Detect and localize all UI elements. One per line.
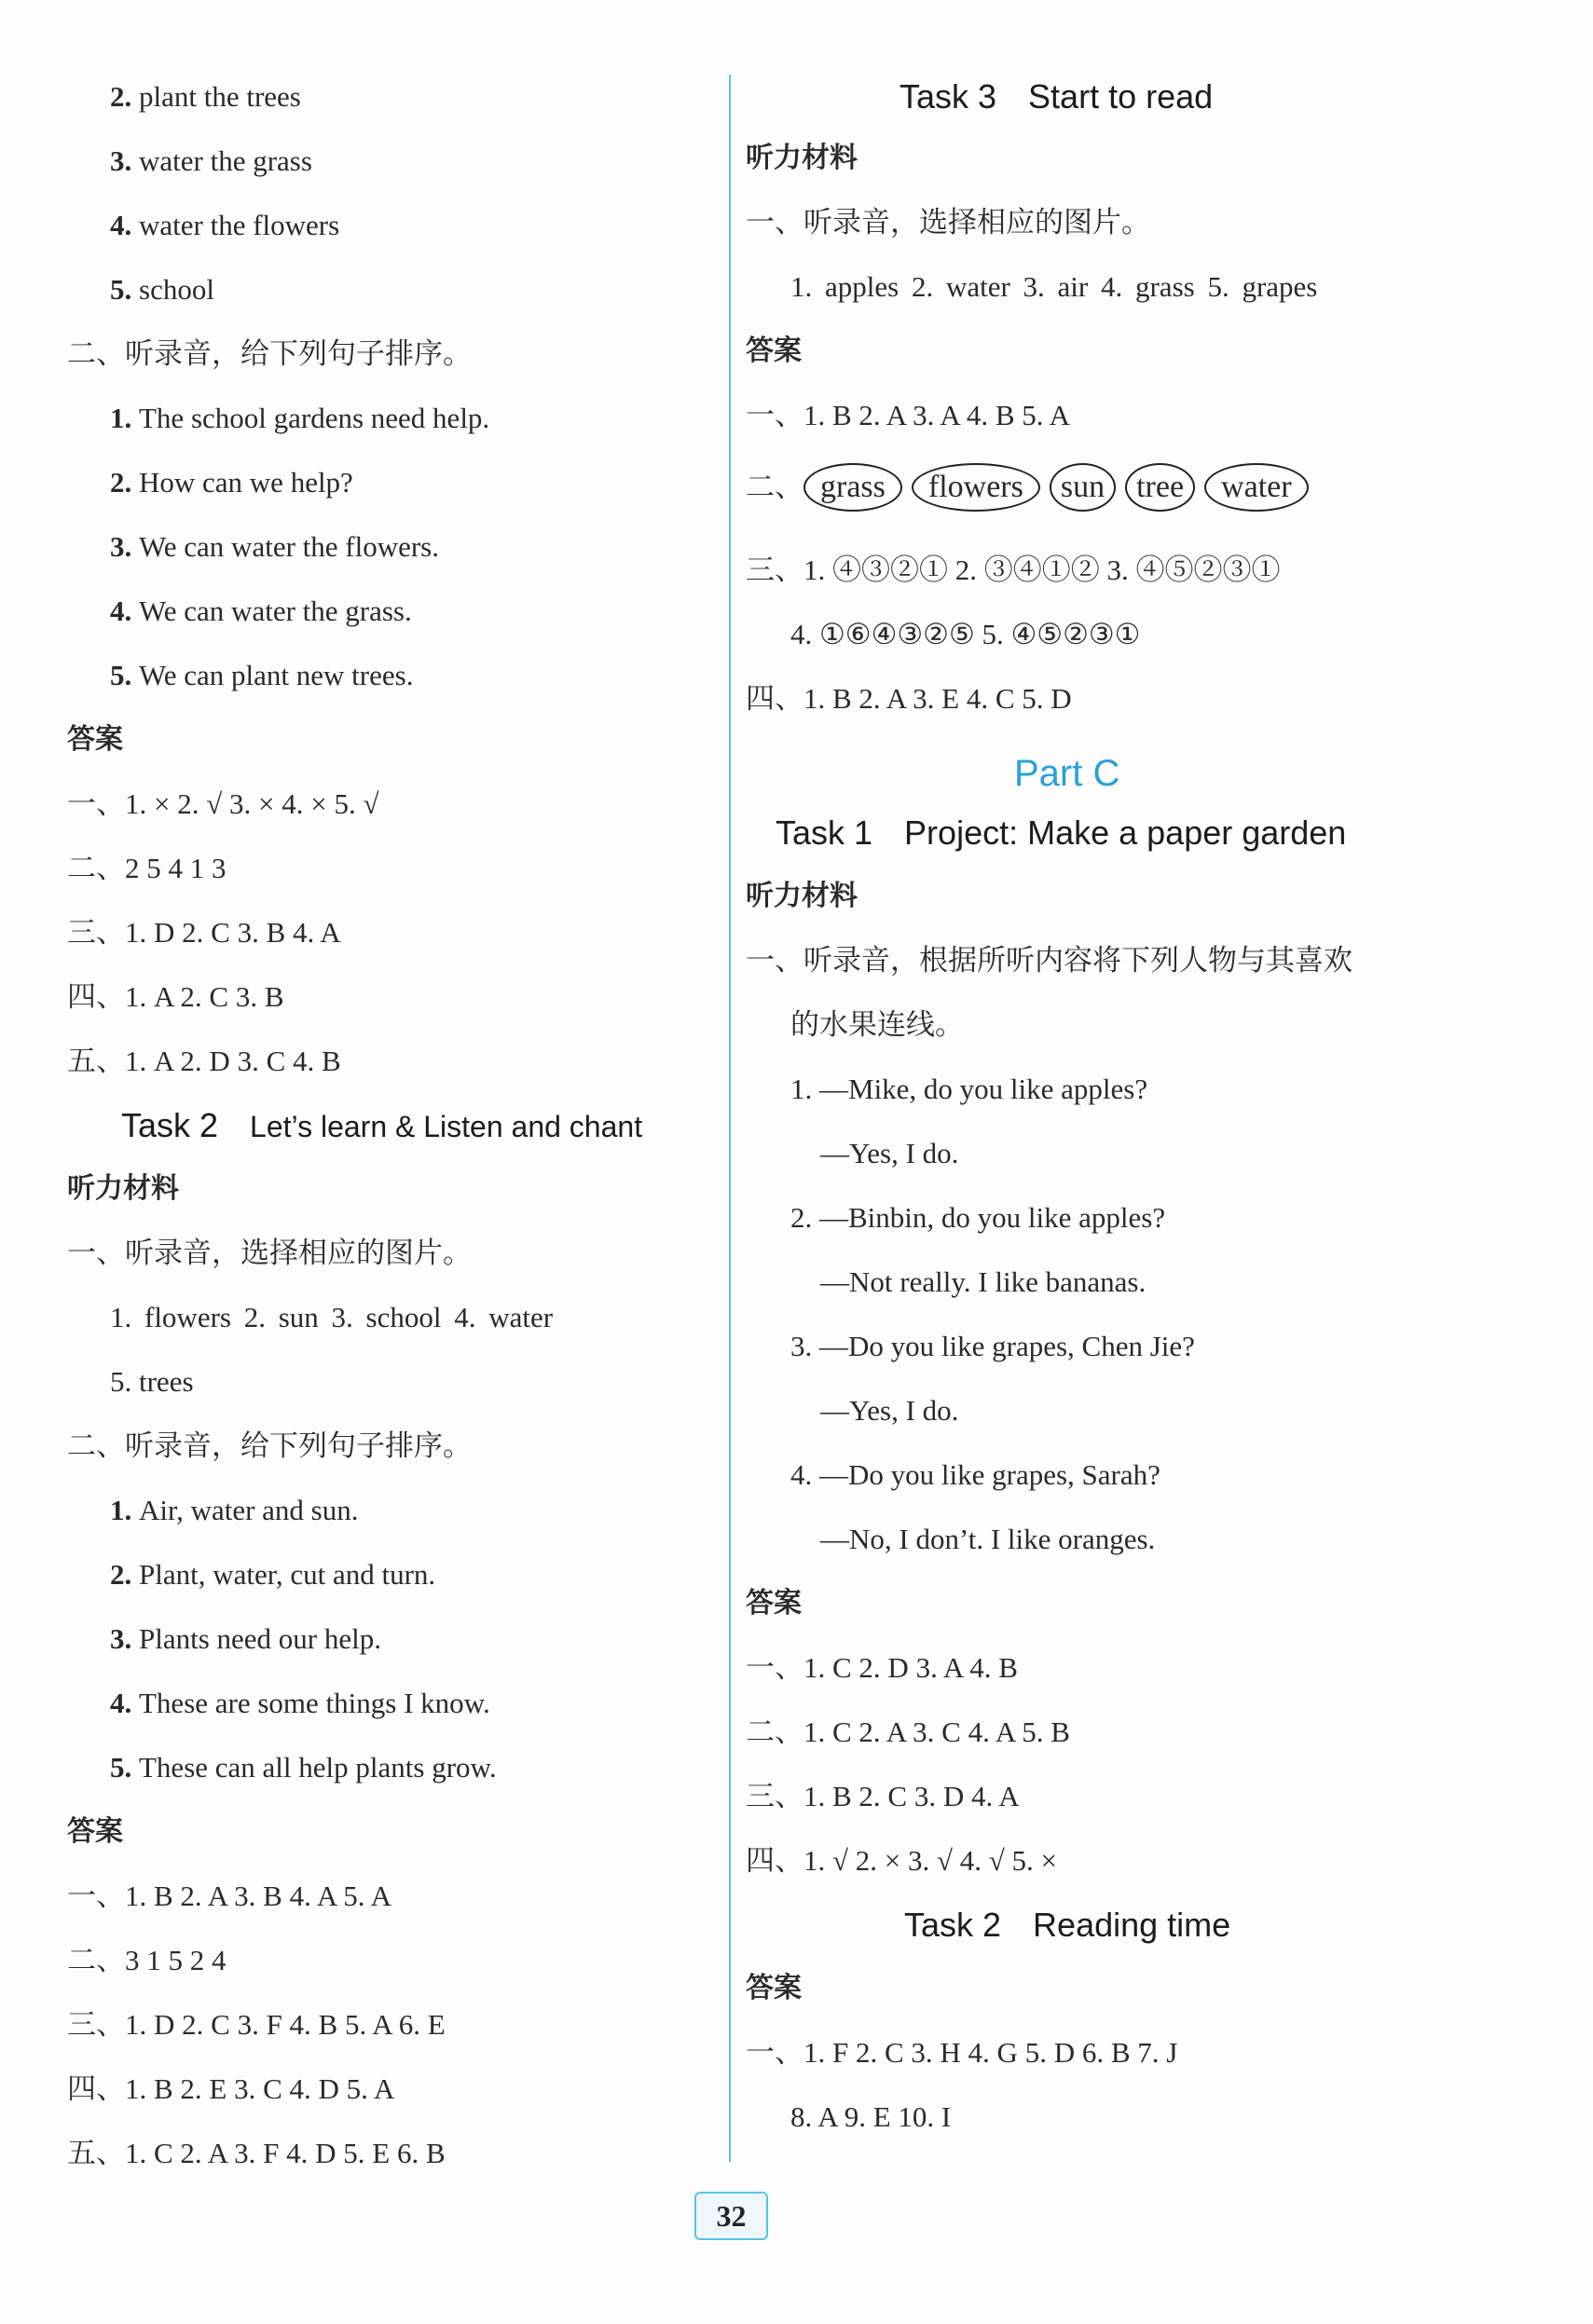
sentence-4: 4. We can water the grass. [110, 595, 412, 627]
part-c-task-2-title [904, 1905, 1230, 1946]
task-3-title [899, 76, 1213, 117]
part-c-answer-line: 三、1. B 2. C 3. D 4. A [746, 1780, 1020, 1812]
sentence-3: 3. We can water the flowers. [110, 530, 439, 563]
task2-sentence-4: 4. These are some things I know. [110, 1687, 490, 1719]
task3-answer-line-2 [746, 462, 1318, 513]
dialog-line: 2. —Binbin, do you like apples? [790, 1201, 1166, 1234]
task2-answer-label: 答案 [67, 1815, 123, 1848]
dialog-line: 1. —Mike, do you like apples? [790, 1073, 1148, 1105]
answer-line: 三、1. D 2. C 3. B 4. A [67, 916, 341, 949]
item-number: 2. [110, 80, 139, 113]
part-c-task-2-number: Task 2 [904, 1906, 1002, 1944]
task2-answer-line: 四、1. B 2. E 3. C 4. D 5. A [67, 2072, 395, 2105]
oval-word-flowers: flowers [912, 463, 1040, 512]
task2-sentence-1: 1. Air, water and sun. [110, 1494, 359, 1526]
dialog-line: —No, I don’t. I like oranges. [820, 1523, 1156, 1555]
part-c-task-2-answer-line-1: 一、1. F 2. C 3. H 4. G 5. D 6. B 7. J [746, 2036, 1178, 2069]
part-c-answer-line: 一、1. C 2. D 3. A 4. B [746, 1651, 1018, 1684]
item-number: 1. [110, 1494, 139, 1526]
section-2-heading: 二、听录音，给下列句子排序。 [67, 337, 472, 370]
sentence-2: 2. How can we help? [110, 466, 353, 499]
listen-item-3: 3. water the grass [110, 144, 312, 177]
part-c-title: Part C [1014, 753, 1120, 794]
oval-word-grass: grass [803, 463, 902, 512]
task3-answer-label: 答案 [746, 335, 802, 367]
part-c-task-2-answer-label: 答案 [746, 1972, 802, 2004]
part-c-listen-label: 听力材料 [746, 880, 858, 912]
item-number: 5. [110, 1751, 139, 1784]
listen-item-2: 2. plant the trees [110, 80, 301, 113]
item-number: 5. [110, 659, 139, 691]
task2-answer-line: 二、3 1 5 2 4 [67, 1944, 227, 1976]
oval-word-tree: tree [1125, 463, 1195, 512]
part-c-answer-line: 四、1. √ 2. × 3. √ 4. √ 5. × [746, 1844, 1058, 1877]
item-number: 2. [110, 466, 139, 499]
oval-word-water: water [1204, 463, 1309, 512]
dialog-line: —Yes, I do. [820, 1394, 959, 1427]
sentence-5: 5. We can plant new trees. [110, 659, 414, 691]
item-number: 2. [110, 1558, 139, 1591]
answer-line: 一、1. × 2. √ 3. × 4. × 5. √ [67, 787, 379, 820]
part-c-task-2-answer-line-2: 8. A 9. E 10. I [790, 2100, 952, 2133]
task-3-number: Task 3 [899, 77, 997, 116]
item-number: 3. [110, 530, 139, 563]
part-c-task-1-title [776, 813, 1346, 854]
dialog-line: —Not really. I like bananas. [820, 1265, 1147, 1298]
item-number: 4. [110, 209, 139, 241]
part-c-section-1-heading-cont: 的水果连线。 [790, 1008, 964, 1041]
task2-answer-line: 一、1. B 2. A 3. B 4. A 5. A [67, 1880, 391, 1912]
item-number: 4. [110, 1687, 139, 1719]
answer-line: 二、2 5 4 1 3 [67, 852, 227, 884]
listen-item-4: 4. water the flowers [110, 209, 340, 241]
listen-label: 听力材料 [67, 1172, 179, 1205]
task-3-name: Start to read [1028, 77, 1214, 116]
part-c-task-1-number: Task 1 [776, 813, 873, 852]
item-number: 3. [110, 144, 139, 177]
part-c-task-2-name: Reading time [1033, 1906, 1231, 1944]
item-number: 4. [110, 595, 139, 627]
task3-words: 1. apples 2. water 3. air 4. grass 5. grapes [790, 270, 1318, 303]
item-number: 1. [110, 402, 139, 434]
oval-word-sun: sun [1050, 463, 1116, 512]
listen-item-5: 5. school [110, 273, 214, 306]
item-number: 3. [110, 1622, 139, 1655]
dialog-line: 4. —Do you like grapes, Sarah? [790, 1458, 1160, 1491]
listen-label: 听力材料 [746, 142, 858, 174]
task3-answer-line-3b: 4. ①⑥④③②⑤ 5. ④⑤②③① [790, 618, 1141, 650]
answer-line: 五、1. A 2. D 3. C 4. B [67, 1045, 341, 1077]
task3-answer-line-3a: 三、1. ④③②① 2. ③④①② 3. ④⑤②③① [746, 554, 1281, 586]
task2-sentence-5: 5. These can all help plants grow. [110, 1751, 497, 1784]
task2-words-row-1: 1. flowers 2. sun 3. school 4. water [110, 1301, 554, 1333]
part-c-answer-line: 二、1. C 2. A 3. C 4. A 5. B [746, 1716, 1070, 1748]
task2-answer-line: 三、1. D 2. C 3. F 4. B 5. A 6. E [67, 2008, 446, 2041]
answer-prefix: 二、 [746, 471, 803, 503]
task2-words-row-2: 5. trees [110, 1365, 194, 1398]
part-c-section-1-heading: 一、听录音，根据所听内容将下列人物与其喜欢 [746, 944, 1353, 977]
sentence-1: 1. The school gardens need help. [110, 402, 490, 434]
column-divider [729, 75, 731, 2162]
answer-label: 答案 [67, 723, 123, 756]
page-number: 32 [694, 2192, 768, 2240]
task-2-title [121, 1105, 642, 1147]
task2-answer-line: 五、1. C 2. A 3. F 4. D 5. E 6. B [67, 2137, 446, 2169]
answer-line: 四、1. A 2. C 3. B [67, 980, 284, 1013]
task2-section-2-heading: 二、听录音，给下列句子排序。 [67, 1429, 472, 1462]
dialog-line: 3. —Do you like grapes, Chen Jie? [790, 1330, 1195, 1362]
task-2-number: Task 2 [121, 1106, 219, 1144]
part-c-task-1-name: Project: Make a paper garden [904, 813, 1347, 852]
task3-answer-line-4: 四、1. B 2. A 3. E 4. C 5. D [746, 682, 1072, 715]
item-number: 5. [110, 273, 139, 306]
part-c-answer-label: 答案 [746, 1587, 802, 1620]
task2-sentence-2: 2. Plant, water, cut and turn. [110, 1558, 436, 1591]
task3-answer-line-1: 一、1. B 2. A 3. A 4. B 5. A [746, 399, 1070, 431]
task2-section-1-heading: 一、听录音，选择相应的图片。 [67, 1237, 472, 1269]
task3-section-1-heading: 一、听录音，选择相应的图片。 [746, 206, 1150, 239]
task-2-name: Let’s learn & Listen and chant [250, 1110, 643, 1143]
task2-sentence-3: 3. Plants need our help. [110, 1622, 382, 1655]
dialog-line: —Yes, I do. [820, 1137, 959, 1169]
